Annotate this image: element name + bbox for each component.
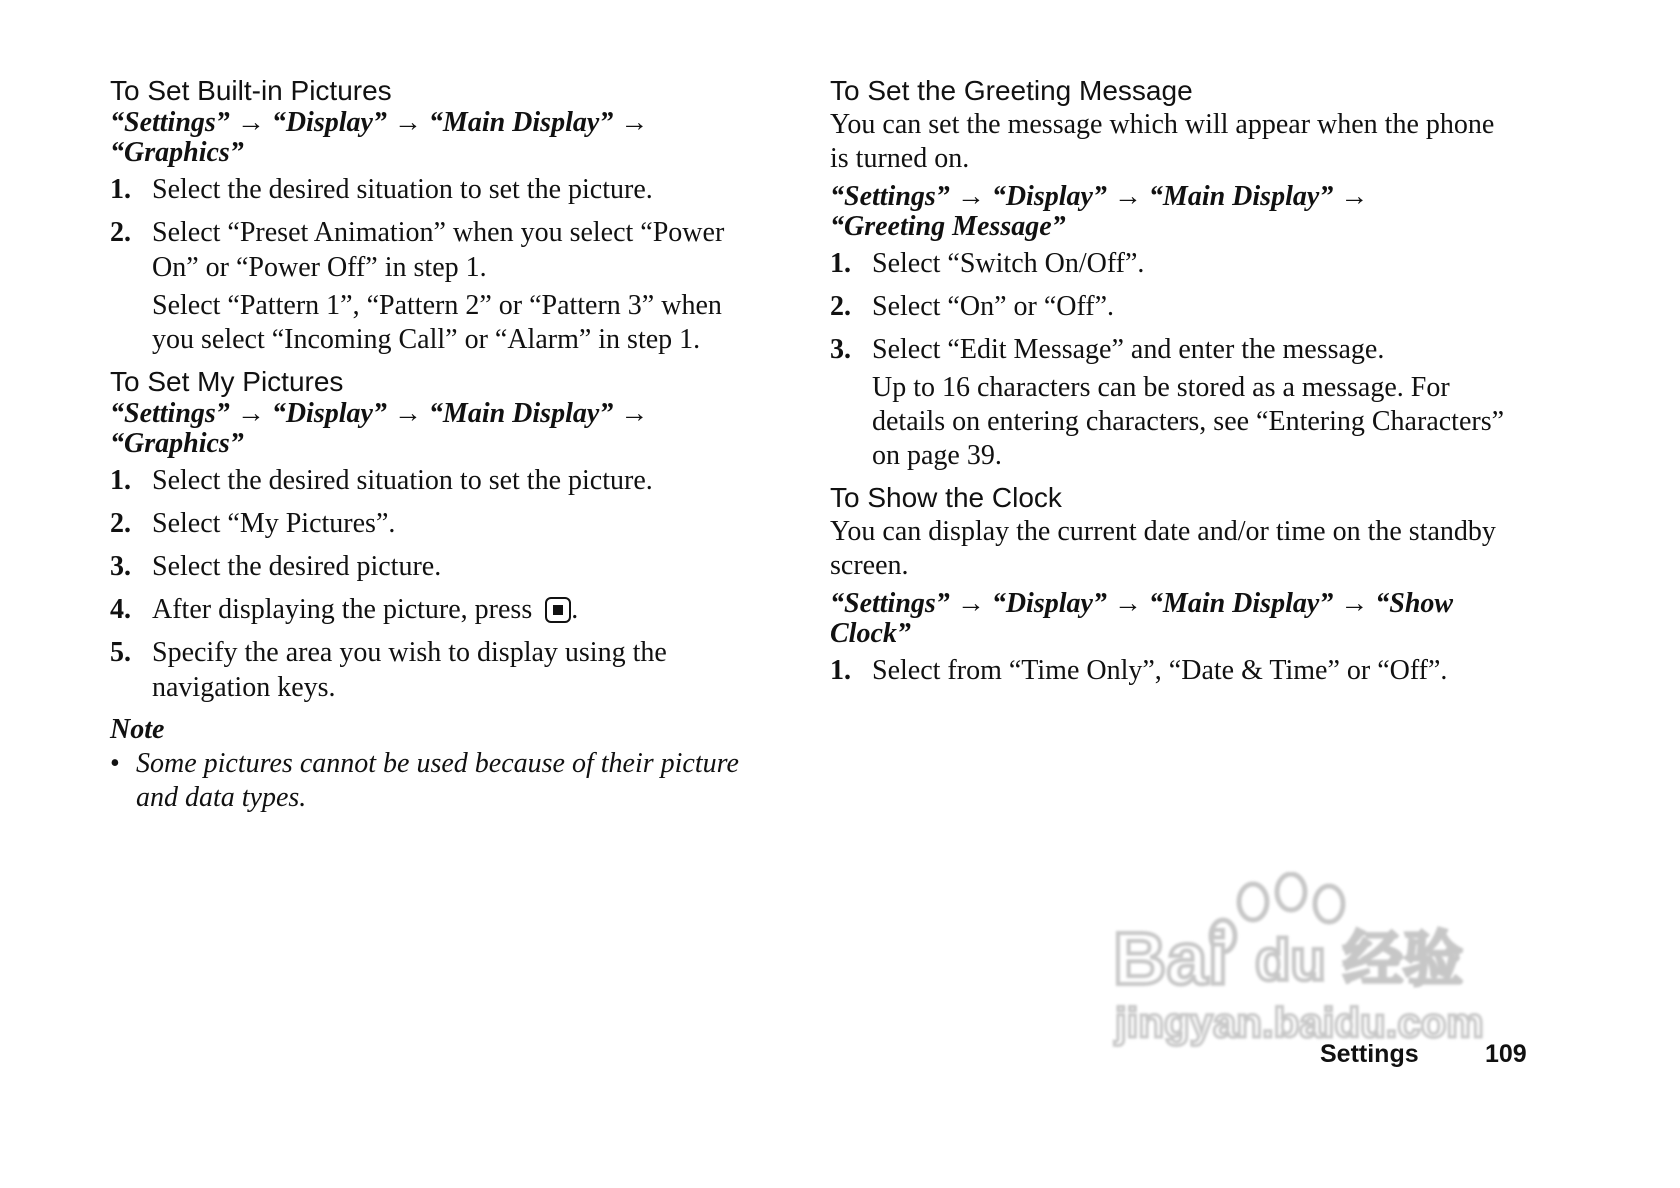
path-step: “Display” — [991, 181, 1107, 212]
page-number: 109 — [1485, 1040, 1527, 1068]
center-key-icon — [545, 597, 571, 623]
menu-path — [110, 399, 770, 459]
step-list — [110, 463, 770, 705]
arrow-icon: → — [1113, 588, 1142, 619]
step-item — [110, 506, 770, 541]
step-number: 5. — [110, 637, 131, 668]
path-step: “Main Display” — [1148, 588, 1334, 619]
path-step: “Graphics” — [110, 137, 244, 168]
page-footer — [1300, 1036, 1540, 1072]
section-intro: You can set the message which will appear when the phone is turned on. — [830, 109, 1495, 174]
step-number: 2. — [830, 291, 851, 322]
step-text-end: . — [571, 594, 579, 625]
step-item — [110, 215, 770, 357]
path-step: “Greeting Message” — [830, 211, 1066, 242]
step-list — [830, 246, 1510, 473]
watermark-domain: jingyan.baidu.com — [1115, 999, 1484, 1046]
step-number: 3. — [830, 334, 851, 365]
arrow-icon: → — [236, 107, 265, 138]
step-text: After displaying the picture, press — [152, 594, 533, 625]
section-title-greeting-message: To Set the Greeting Message — [830, 75, 1193, 106]
watermark-brand-du: du — [1255, 928, 1326, 993]
left-column — [110, 74, 770, 815]
step-subtext: Up to 16 characters can be stored as a message. For details on entering characters, see “Entering Characters” on page 39. — [872, 372, 1505, 471]
watermark-brand-cn: 经验 — [1343, 925, 1463, 995]
step-list — [110, 172, 770, 357]
path-step: “Settings” — [110, 398, 230, 429]
step-item — [830, 246, 1510, 281]
step-item — [110, 635, 770, 705]
step-number: 1. — [110, 465, 131, 496]
watermark-brand: Bai — [1113, 917, 1229, 1000]
arrow-icon: → — [1340, 588, 1369, 619]
path-step: “Graphics” — [110, 428, 244, 459]
arrow-icon: → — [956, 588, 985, 619]
arrow-icon: → — [956, 181, 985, 212]
menu-path — [830, 589, 1510, 649]
step-text: Select “Switch On/Off”. — [872, 248, 1145, 279]
step-text: Select “On” or “Off”. — [872, 291, 1115, 322]
path-step: “Main Display” — [428, 398, 614, 429]
note-heading: Note — [110, 714, 165, 745]
step-text: Select from “Time Only”, “Date & Time” or “Off”. — [872, 655, 1448, 686]
arrow-icon: → — [393, 398, 422, 429]
step-item — [830, 289, 1510, 324]
section-title-built-in-pictures: To Set Built-in Pictures — [110, 75, 392, 106]
path-step: “Main Display” — [1148, 181, 1334, 212]
arrow-icon: → — [236, 398, 265, 429]
arrow-icon: → — [620, 107, 649, 138]
bullet-icon: • — [110, 748, 120, 779]
note-text: Some pictures cannot be used because of their picture and data types. — [136, 748, 739, 813]
note-item — [110, 747, 770, 815]
section-title-show-clock: To Show the Clock — [830, 482, 1062, 513]
arrow-icon: → — [620, 398, 649, 429]
step-number: 2. — [110, 217, 131, 248]
path-step: “Settings” — [830, 588, 950, 619]
step-number: 1. — [830, 655, 851, 686]
step-text: Select the desired situation to set the picture. — [152, 465, 653, 496]
path-step: “Display” — [271, 107, 387, 138]
menu-path — [110, 108, 770, 168]
step-list — [830, 653, 1510, 688]
section-intro: You can display the current date and/or time on the standby screen. — [830, 516, 1496, 581]
step-text: Select the desired situation to set the picture. — [152, 174, 653, 205]
step-number: 1. — [830, 248, 851, 279]
baidu-jingyan-watermark — [1105, 872, 1485, 1052]
step-item — [830, 653, 1510, 688]
path-step: “Settings” — [830, 181, 950, 212]
step-text: Specify the area you wish to display using the navigation keys. — [152, 637, 667, 703]
step-text: Select “My Pictures”. — [152, 508, 396, 539]
path-step: “Display” — [271, 398, 387, 429]
step-number: 2. — [110, 508, 131, 539]
arrow-icon: → — [393, 107, 422, 138]
step-number: 1. — [110, 174, 131, 205]
path-step: “Main Display” — [428, 107, 614, 138]
right-column — [830, 74, 1510, 696]
arrow-icon: → — [1340, 181, 1369, 212]
step-item — [830, 332, 1510, 473]
footer-section-name: Settings — [1320, 1040, 1419, 1068]
step-text: Select “Edit Message” and enter the message. — [872, 334, 1385, 365]
step-item — [110, 592, 770, 627]
step-number: 3. — [110, 551, 131, 582]
step-number: 4. — [110, 594, 131, 625]
arrow-icon: → — [1113, 181, 1142, 212]
step-subtext: Select “Pattern 1”, “Pattern 2” or “Pattern 3” when you select “Incoming Call” or “Alarm” in step 1. — [152, 290, 722, 355]
step-text: Select the desired picture. — [152, 551, 442, 582]
path-step: “Display” — [991, 588, 1107, 619]
step-item — [110, 172, 770, 207]
menu-path — [830, 182, 1510, 242]
step-item — [110, 549, 770, 584]
step-item — [110, 463, 770, 498]
section-title-my-pictures: To Set My Pictures — [110, 366, 344, 397]
path-step: “Show Clock” — [830, 588, 1454, 649]
step-text: Select “Preset Animation” when you select “Power On” or “Power Off” in step 1. — [152, 217, 725, 283]
path-step: “Settings” — [110, 107, 230, 138]
